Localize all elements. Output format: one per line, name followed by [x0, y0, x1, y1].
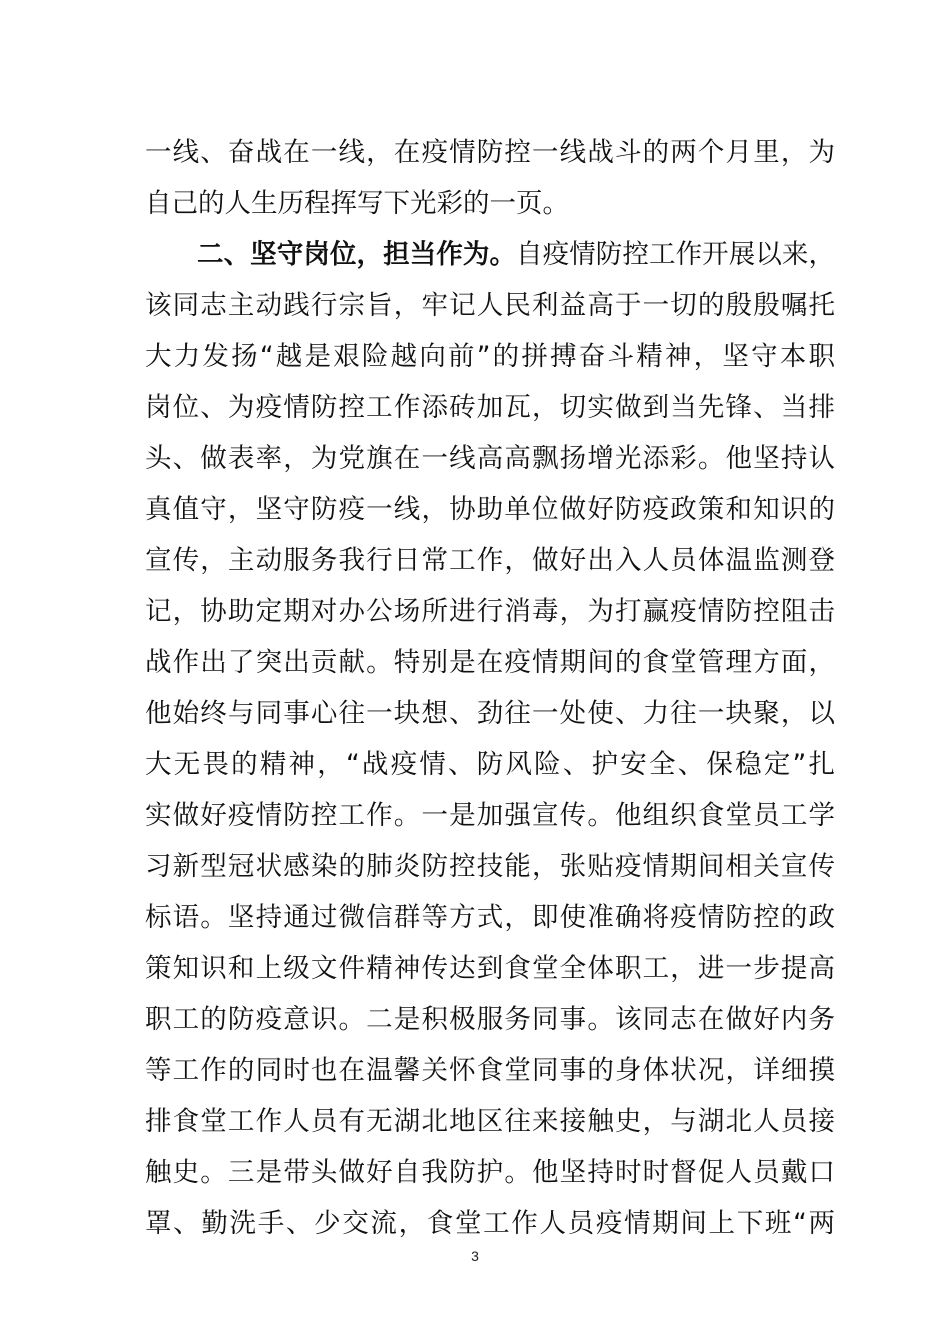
paragraph-line — [145, 388, 835, 428]
page-number: 3 — [471, 1248, 479, 1264]
line-text: 战作出了突出贡献。特别是在疫情期间的食堂管理方面， — [145, 647, 835, 678]
line-text: 岗位、为疫情防控工作添砖加瓦，切实做到当先锋、当排 — [145, 392, 835, 423]
paragraph-line — [145, 541, 835, 581]
paragraph-line — [145, 1000, 835, 1040]
paragraph-line — [145, 1051, 835, 1091]
paragraph-line — [145, 796, 835, 836]
line-text: 宣传，主动服务我行日常工作，做好出入人员体温监测登 — [145, 545, 835, 576]
section-heading: 二、坚守岗位，担当作为。 — [197, 239, 517, 270]
paragraph-line — [145, 847, 835, 887]
line-text: 大力发扬“越是艰险越向前”的拼搏奋斗精神，坚守本职 — [145, 341, 835, 372]
line-text: 等工作的同时也在温馨关怀食堂同事的身体状况，详细摸 — [145, 1055, 835, 1086]
paragraph-line — [145, 898, 835, 938]
line-text: 他始终与同事心往一块想、劲往一处使、力往一块聚，以 — [145, 698, 835, 729]
paragraph-line — [145, 439, 835, 479]
line-text: 罩、勤洗手、少交流，食堂工作人员疫情期间上下班“两 — [145, 1208, 835, 1239]
line-text: 自己的人生历程挥写下光彩的一页。 — [145, 188, 569, 219]
line-text: 习新型冠状感染的肺炎防控技能，张贴疫情期间相关宣传 — [145, 851, 835, 882]
line-text: 头、做表率，为党旗在一线高高飘扬增光添彩。他坚持认 — [145, 443, 835, 474]
line-text: 职工的防疫意识。二是积极服务同事。该同志在做好内务 — [145, 1004, 835, 1035]
paragraph-line — [145, 286, 835, 326]
paragraph-line — [145, 1153, 835, 1193]
paragraph-line — [145, 337, 835, 377]
paragraph-line — [145, 592, 835, 632]
paragraph-line — [145, 643, 835, 683]
paragraph-line — [145, 949, 835, 989]
line-text: 标语。坚持通过微信群等方式，即使准确将疫情防控的政 — [145, 902, 835, 933]
paragraph-line — [145, 1102, 835, 1142]
line-text: 排食堂工作人员有无湖北地区往来接触史，与湖北人员接 — [145, 1106, 835, 1137]
paragraph-line — [145, 184, 569, 224]
line-text: 记，协助定期对办公场所进行消毒，为打赢疫情防控阻击 — [145, 596, 835, 627]
line-text: 实做好疫情防控工作。一是加强宣传。他组织食堂员工学 — [145, 800, 835, 831]
line-text: 大无畏的精神，“战疫情、防风险、护安全、保稳定”扎 — [145, 749, 835, 780]
paragraph-line — [145, 133, 835, 173]
section-heading-line — [197, 235, 835, 275]
paragraph-line — [145, 1204, 835, 1244]
line-text: 自疫情防控工作开展以来， — [516, 239, 836, 270]
line-text: 策知识和上级文件精神传达到食堂全体职工，进一步提高 — [145, 953, 835, 984]
paragraph-line — [145, 694, 835, 734]
paragraph-line — [145, 745, 835, 785]
line-text: 一线、奋战在一线，在疫情防控一线战斗的两个月里，为 — [145, 137, 835, 168]
paragraph-line — [145, 490, 835, 530]
line-text: 真值守，坚守防疫一线，协助单位做好防疫政策和知识的 — [145, 494, 835, 525]
line-text: 触史。三是带头做好自我防护。他坚持时时督促人员戴口 — [145, 1157, 835, 1188]
line-text: 该同志主动践行宗旨，牢记人民利益高于一切的殷殷嘱托 — [145, 290, 835, 321]
